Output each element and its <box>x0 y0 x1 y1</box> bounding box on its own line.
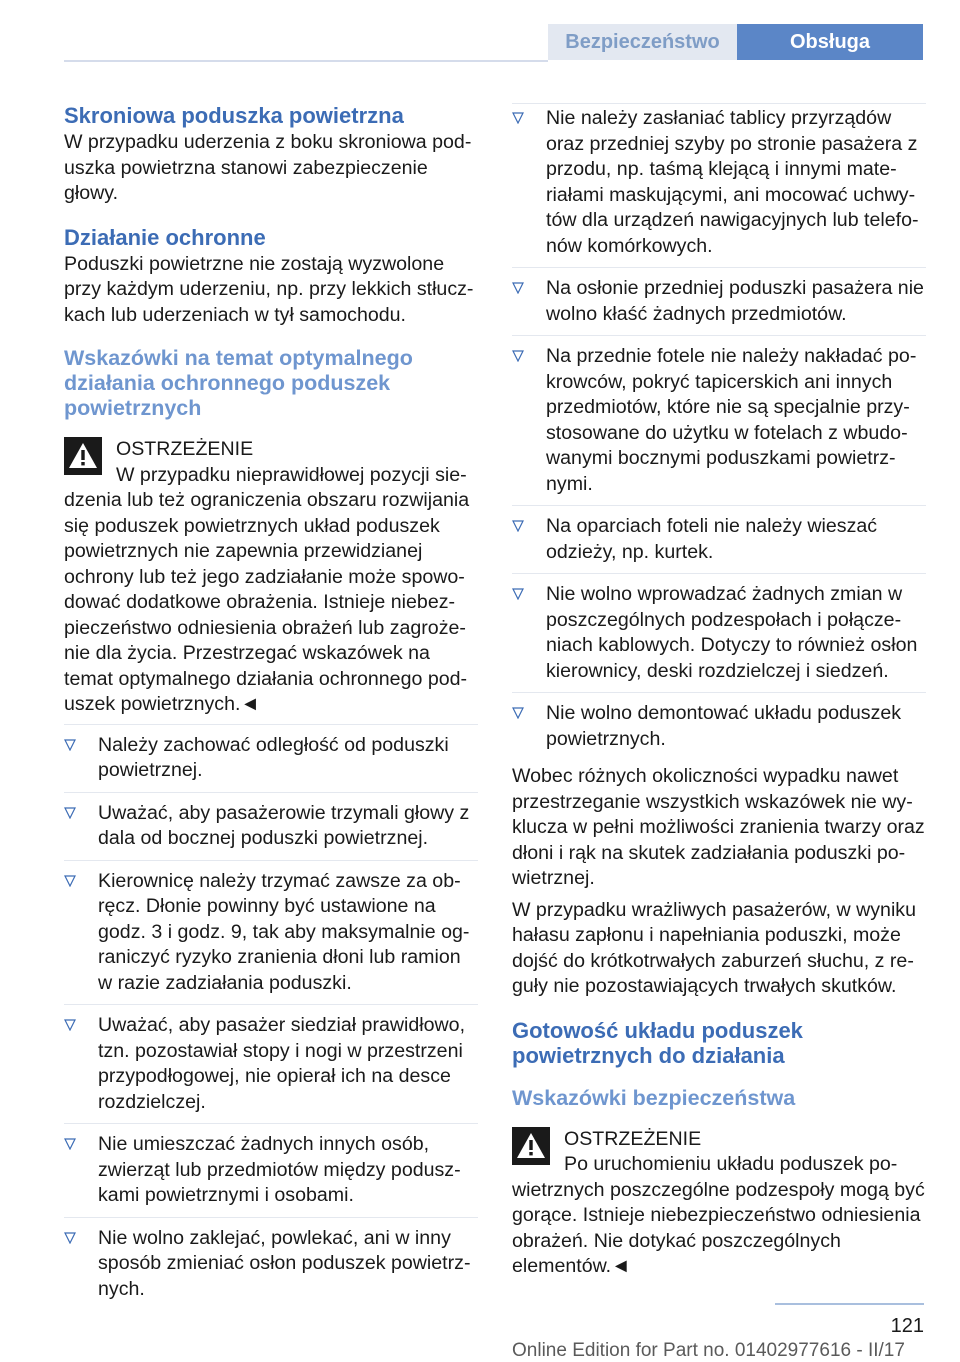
bullet-triangle-icon <box>64 1138 76 1150</box>
right-column <box>512 103 926 1280</box>
paragraph-accident-circumstances: Wobec różnych okoliczności wypadku nawet przestrzeganie wszystkich wskazówek nie wyklucza w pełni możliwości zranienia twarzy oraz dłoni i rąk na skutek zadziałania poduszki powietrznej. <box>512 765 925 889</box>
bullet-triangle-icon <box>64 1019 76 1031</box>
heading-airbag-readiness: Gotowość układu poduszek powietrznych do działania <box>512 1017 803 1068</box>
list-item: Nie wolno demontować układu poduszek powietrznych. <box>512 692 926 760</box>
warning-text: Po uruchomieniu układu poduszek powietrznych poszczególne podzespoły mogą być gorące. Istnieje niebezpieczeństwo odniesienia obrażeń. Nie dotykać poszczególnych elementów.◄ <box>512 1153 925 1277</box>
page-number: 121 <box>890 1315 924 1337</box>
warning-block <box>512 1127 926 1280</box>
bullet-triangle-icon <box>64 875 76 887</box>
list-item: Na oparciach foteli nie należy wieszać odzieży, np. kurtek. <box>512 505 926 573</box>
list-item: Uważać, aby pasażer siedział prawidłowo, tzn. pozostawiał stopy i nogi w przestrzeni przypodłogowej, nie opierał ich na desce rozdzielczej. <box>64 1004 478 1123</box>
bullet-triangle-icon <box>512 350 524 362</box>
warning-triangle-icon <box>512 1127 550 1165</box>
warning-block <box>64 437 478 718</box>
section-tab-safety[interactable]: Bezpieczeństwo <box>548 24 737 60</box>
list-item: Na osłonie przedniej poduszki pasażera nie wolno kłaść żadnych przedmiotów. <box>512 267 926 335</box>
left-bullet-list <box>64 724 478 1311</box>
paragraph-protective-action: Poduszki powietrzne nie zostają wyzwolone przy każdym uderzeniu, np. przy lekkich stłuczkach lub uderzeniach w tył samochodu. <box>64 252 474 326</box>
warning-text: W przypadku nieprawidłowej pozycji siedzenia lub też ograniczenia obszaru rozwijania się poduszek powietrznych układ poduszek powietrznych nie zapewnia przewidzianej ochrony lub też jego zadziałanie może spowodować dodatkowe obrażenia. Istnieje niebezpieczeństwo odniesienia obrażeń lub zagrożenie dla życia. Przestrzegać wskazówek na temat optymalnego działania ochronnego poduszek powietrznych.◄ <box>64 463 470 715</box>
footer-rule <box>775 1303 924 1305</box>
warning-title: OSTRZEŻENIE <box>116 438 254 460</box>
bullet-triangle-icon <box>512 588 524 600</box>
bullet-triangle-icon <box>512 282 524 294</box>
list-item: Nie wolno zaklejać, powlekać, ani w inny sposób zmieniać osłon poduszek powietrznych. <box>64 1217 478 1311</box>
heading-protective-action: Działanie ochronne <box>64 224 266 250</box>
list-item: Kierownicę należy trzymać zawsze za obręcz. Dłonie powinny być ustawione na godz. 3 i godz. 9, tak aby maksymalnie ograniczyć ryzyko zranienia dłoni lub ramion w razie zadziałania poduszki. <box>64 860 478 1005</box>
bullet-triangle-icon <box>64 739 76 751</box>
list-item: Nie umieszczać żadnych innych osób, zwierząt lub przedmiotów między poduszkami powietrznymi i osobami. <box>64 1123 478 1217</box>
heading-optimal-protection: Wskazówki na temat optymalnego działania ochronnego poduszek powietrznych <box>64 346 413 420</box>
list-item: Uważać, aby pasażerowie trzymali głowy z dala od bocznej poduszki powietrznej. <box>64 792 478 860</box>
paragraph-sensitive-passengers: W przypadku wrażliwych pasażerów, w wyniku hałasu zapłonu i napełniania poduszki, może dojść do krótkotrwałych zaburzeń słuchu, z reguły nie pozostawiających trwałych skutków. <box>512 898 916 997</box>
section-tab-operation[interactable]: Obsługa <box>737 24 923 60</box>
bullet-triangle-icon <box>512 707 524 719</box>
list-item: Nie wolno wprowadzać żadnych zmian w poszczególnych podzespołach i połączeniach kablowych. Dotyczy to również osłon kierownicy, deski rozdzielczej i siedzeń. <box>512 573 926 692</box>
list-item: Na przednie fotele nie należy nakładać pokrowców, pokryć tapicerskich ani innych przedmiotów, które nie są specjalnie przystosowane do użytku w fotelach z wbudowanymi bocznymi poduszkami powietrznymi. <box>512 335 926 505</box>
warning-triangle-icon <box>64 437 102 475</box>
list-item: Należy zachować odległość od poduszki powietrznej. <box>64 724 478 792</box>
bullet-triangle-icon <box>64 807 76 819</box>
bullet-triangle-icon <box>512 112 524 124</box>
edition-note: Online Edition for Part no. 01402977616 - II/17 <box>512 1340 905 1361</box>
header-rule <box>64 60 548 62</box>
right-bullet-list <box>512 103 926 760</box>
left-column <box>64 103 478 1310</box>
bullet-triangle-icon <box>64 1232 76 1244</box>
list-item: Nie należy zasłaniać tablicy przyrządów oraz przedniej szyby po stronie pasażera z przodu, np. taśmą klejącą i innymi materiałami maskującymi, ani mocować uchwytów dla urządzeń nawigacyjnych lub telefonów komórkowych. <box>512 103 926 267</box>
warning-title: OSTRZEŻENIE <box>564 1127 702 1150</box>
paragraph-head-airbag: W przypadku uderzenia z boku skroniowa poduszka powietrzna stanowi zabezpieczenie głowy. <box>64 131 472 204</box>
heading-safety-notes: Wskazówki bezpieczeństwa <box>512 1085 796 1110</box>
bullet-triangle-icon <box>512 520 524 532</box>
heading-head-airbag: Skroniowa poduszka powietrzna <box>64 103 404 128</box>
